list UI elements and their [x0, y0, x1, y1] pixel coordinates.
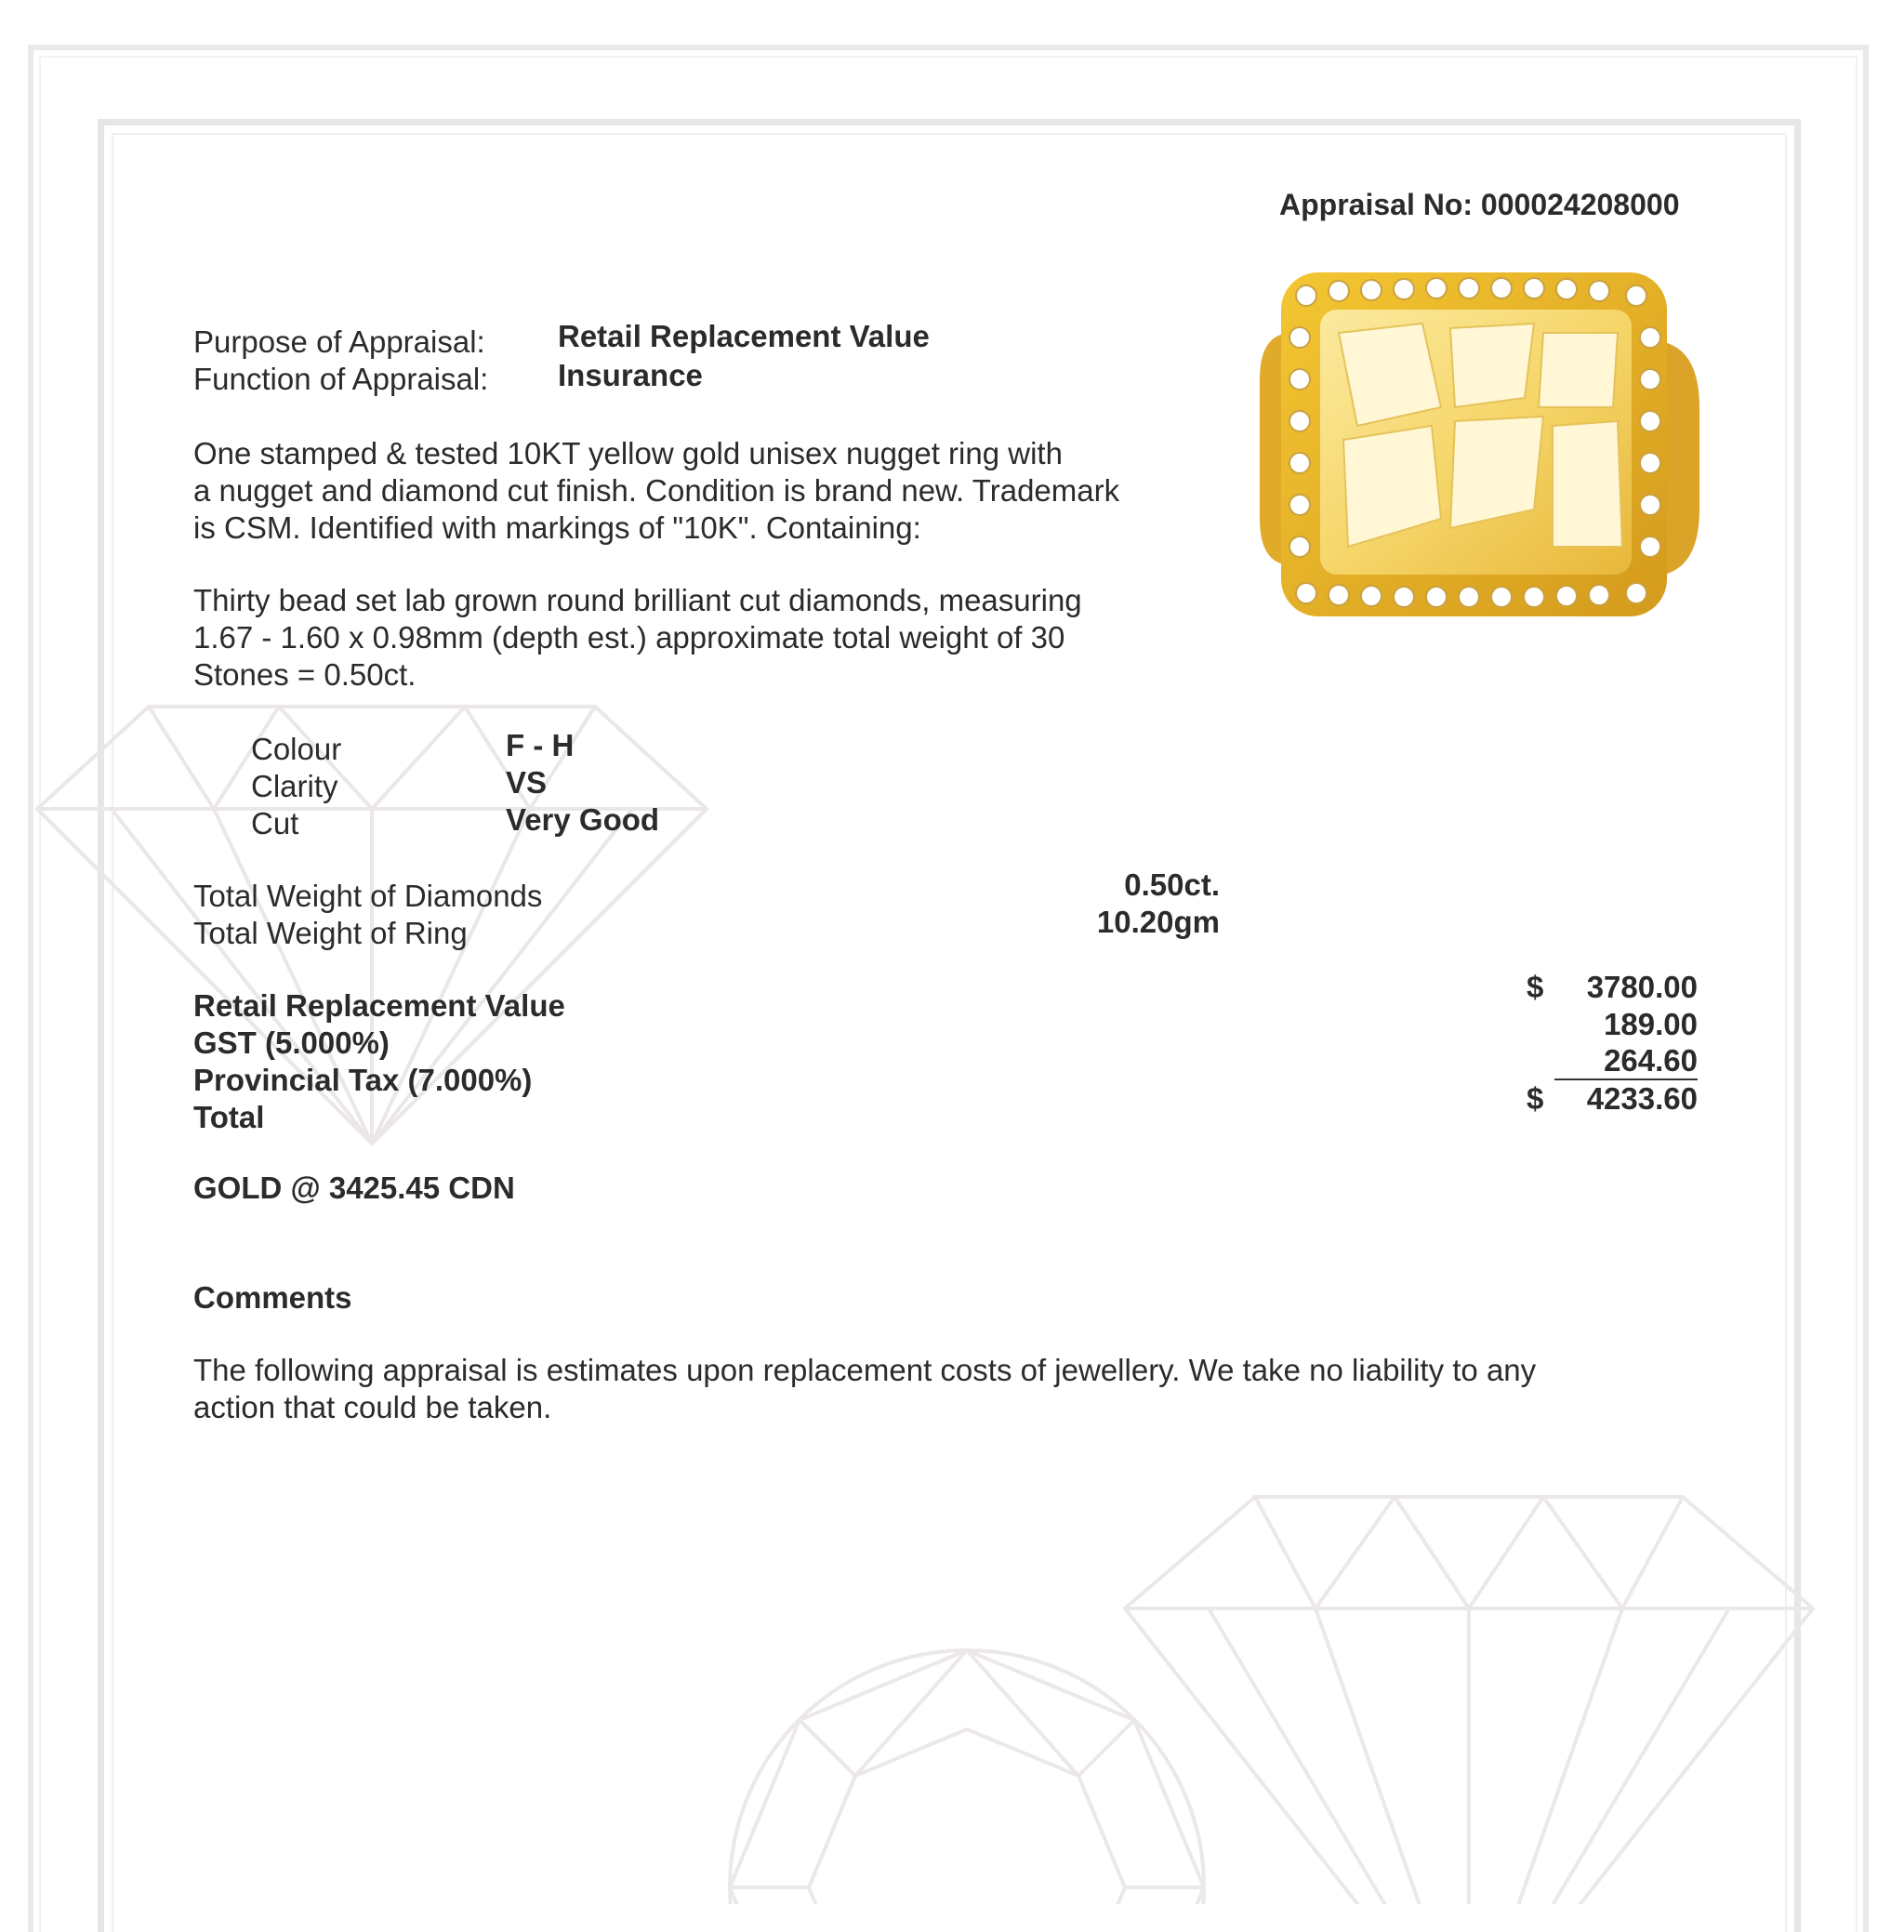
gst-amount: 189.00 — [1604, 1007, 1698, 1041]
grading-cut-value: Very Good — [506, 802, 660, 837]
provincial-tax-amount: 264.60 — [1604, 1043, 1698, 1078]
round-diamond-watermark — [716, 1618, 1218, 1904]
grading-cut-label: Cut — [251, 806, 299, 840]
appraisal-number — [1279, 186, 1679, 223]
stones-line-2: 1.67 - 1.60 x 0.98mm (depth est.) approximate total weight of 30 — [193, 620, 1065, 655]
purpose-label: Purpose of Appraisal: — [193, 324, 485, 359]
comments-line-1: The following appraisal is estimates upon replacement costs of jewellery. We take no liability to any — [193, 1353, 1537, 1387]
provincial-tax-label: Provincial Tax (7.000%) — [193, 1063, 533, 1097]
total-label: Total — [193, 1100, 265, 1134]
purpose-value: Retail Replacement Value — [558, 319, 930, 353]
gst-label: GST (5.000%) — [193, 1026, 390, 1060]
ring-weight-value: 10.20gm — [1096, 905, 1220, 939]
total-amount: 4233.60 — [1586, 1081, 1698, 1116]
currency-symbol-retail: $ — [1527, 970, 1544, 1004]
grading-colour-label: Colour — [251, 732, 342, 766]
stones-line-1: Thirty bead set lab grown round brilliant cut diamonds, measuring — [193, 583, 1082, 617]
currency-symbol-total: $ — [1527, 1081, 1544, 1116]
diamond-watermark-right — [1116, 1488, 1822, 1904]
comments-line-2: action that could be taken. — [193, 1390, 552, 1424]
appraisal-number-value: 000024208000 — [1480, 188, 1680, 221]
retail-value-label: Retail Replacement Value — [193, 988, 565, 1023]
diamond-weight-value: 0.50ct. — [1124, 867, 1220, 902]
grading-colour-value: F - H — [506, 728, 575, 762]
gold-price: GOLD @ 3425.45 CDN — [193, 1171, 515, 1205]
stones-line-3: Stones = 0.50ct. — [193, 657, 416, 692]
appraisal-number-label: Appraisal No: — [1279, 188, 1474, 221]
grading-clarity-value: VS — [506, 765, 548, 800]
comments-heading: Comments — [193, 1280, 352, 1315]
function-label: Function of Appraisal: — [193, 362, 489, 396]
description-line-2: a nugget and diamond cut finish. Condition is brand new. Trademark — [193, 473, 1120, 508]
ring-photo — [1255, 268, 1701, 626]
description-line-1: One stamped & tested 10KT yellow gold unisex nugget ring with — [193, 436, 1063, 470]
grading-clarity-label: Clarity — [251, 769, 338, 803]
diamond-weight-label: Total Weight of Diamonds — [193, 879, 543, 913]
retail-value-amount: 3780.00 — [1586, 970, 1698, 1004]
description-line-3: is CSM. Identified with markings of "10K". Containing: — [193, 510, 921, 545]
ring-weight-label: Total Weight of Ring — [193, 916, 468, 950]
function-value: Insurance — [558, 358, 703, 392]
